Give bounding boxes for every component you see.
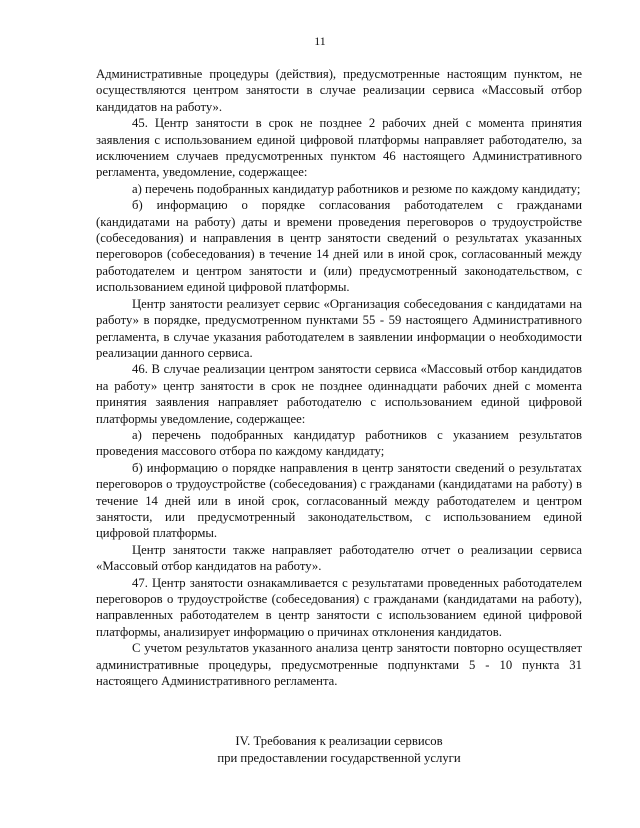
paragraph-intro: Административные процедуры (действия), предусмотренные настоящим пунктом, не осуществляются центром занятости в случае реализации сервиса «Массовый отбор кандидатов на работу». bbox=[96, 67, 582, 114]
paragraph-item-46-a: а) перечень подобранных кандидатур работников с указанием результатов проведения массового отбора по каждому кандидату; bbox=[96, 427, 582, 459]
section-heading-line-1: IV. Требования к реализации сервисов bbox=[235, 734, 443, 748]
paragraph-repeat-procedures: С учетом результатов указанного анализа центр занятости повторно осуществляет административные процедуры, предусмотренные подпунктами 5 - 10 пункта 31 настоящего Административного регламента. bbox=[96, 641, 582, 689]
paragraph-item-45-a: а) перечень подобранных кандидатур работников и резюме по каждому кандидату; bbox=[132, 181, 581, 196]
paragraph-item-45-b: б) информацию о порядке согласования работодателем с гражданами (кандидатами на работу) даты и времени проведения переговоров о трудоустройстве (собеседования) и направления в центр занятости сведений о результатах указанных переговоров (собеседования) в течение 14 дней или в иной срок, согласованный между работодателем и центром занятости и (или) предусмотренный законодательством, с использованием единой цифровой платформы. bbox=[96, 198, 582, 295]
document-body bbox=[96, 66, 582, 689]
paragraph-item-46: 46. В случае реализации центром занятости сервиса «Массовый отбор кандидатов на работу» центр занятости в срок не позднее одиннадцати рабочих дней с момента принятия заявления направляет работодателю с использованием единой цифровой платформы уведомление, содержащее: bbox=[96, 362, 582, 426]
paragraph-item-47: 47. Центр занятости ознакамливается с результатами проведенных работодателем переговоров о трудоустройстве (собеседования) с гражданами (кандидатами на работу), направленных работодателем в центр занятости с использованием единой цифровой платформы, анализирует информацию о причинах отклонения кандидатов. bbox=[96, 575, 582, 639]
page-number: 11 bbox=[314, 34, 326, 48]
paragraph-report: Центр занятости также направляет работодателю отчет о реализации сервиса «Массовый отбор кандидатов на работу». bbox=[96, 542, 582, 574]
paragraph-item-45: 45. Центр занятости в срок не позднее 2 рабочих дней с момента принятия заявления с использованием единой цифровой платформы направляет работодателю, за исключением случаев предусмотренных пунктом 46 настоящего Административного регламента, уведомление, содержащее: bbox=[96, 116, 582, 180]
paragraph-item-46-b: б) информацию о порядке направления в центр занятости сведений о результатах переговоров о трудоустройстве (собеседования) с гражданами (кандидатами на работу) в течение 14 дней или в иной срок, согласованный между работодателем и центром занятости, или предусмотренный законодательством, с использованием единой цифровой платформы. bbox=[96, 460, 582, 541]
paragraph-interview-service: Центр занятости реализует сервис «Организация собеседования с кандидатами на работу» в порядке, предусмотренном пунктами 55 - 59 настоящего Административного регламента, в случае указания работодателем в заявлении информации о необходимости реализации данного сервиса. bbox=[96, 296, 582, 360]
section-heading bbox=[96, 733, 582, 767]
section-heading-line-2: при предоставлении государственной услуги bbox=[217, 751, 461, 765]
